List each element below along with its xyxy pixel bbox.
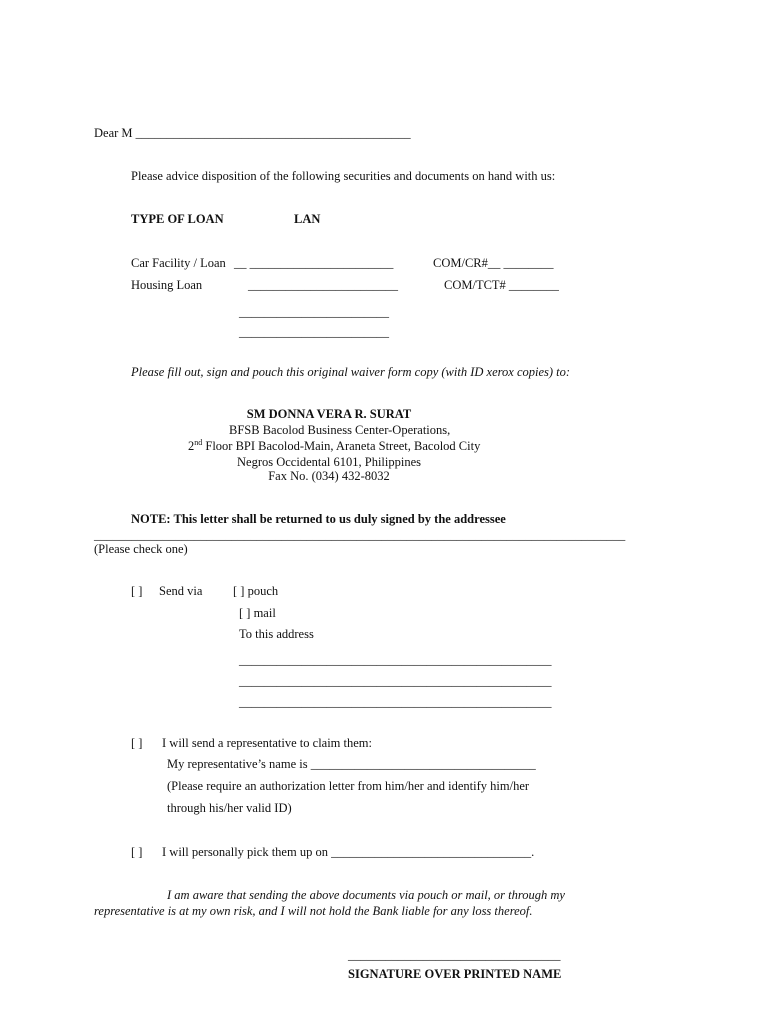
address-blank[interactable]: __________________________________________________: [239, 653, 552, 667]
disclaimer-line-2: representative is at my own risk, and I will not hold the Bank liable for any loss thereof.: [94, 904, 533, 918]
salutation: Dear M ____________________________________________: [94, 126, 411, 140]
pickup-label[interactable]: I will personally pick them up on ________________________________.: [162, 845, 535, 859]
housing-loan-blank: ________________________: [248, 278, 398, 292]
address-line-2: 2nd Floor BPI Bacolod-Main, Araneta Street, Bacolod City: [188, 437, 481, 453]
car-loan-blank: __ _______________________: [234, 256, 394, 270]
car-loan-ref: COM/CR#__ ________: [433, 256, 554, 270]
housing-loan-label: Housing Loan: [131, 278, 203, 292]
representative-checkbox[interactable]: [ ]: [131, 736, 143, 750]
divider-line: _____________________________________________________________________________________: [94, 528, 626, 542]
representative-name-field[interactable]: My representative’s name is ____________________________________: [167, 757, 536, 771]
authorization-note: (Please require an authorization letter from him/her and identify him/her: [167, 779, 530, 793]
extra-loan-blank: ________________________: [239, 325, 389, 339]
instruction-text: Please fill out, sign and pouch this original waiver form copy (with ID xerox copies) to:: [131, 365, 571, 379]
extra-loan-blank: ________________________: [239, 305, 389, 319]
pickup-checkbox[interactable]: [ ]: [131, 845, 143, 859]
pouch-checkbox[interactable]: [ ] pouch: [233, 584, 279, 598]
lan-header: LAN: [294, 212, 321, 226]
address-line-3: Negros Occidental 6101, Philippines: [237, 455, 421, 469]
address-blank[interactable]: __________________________________________________: [239, 695, 552, 709]
addressee-name: SM DONNA VERA R. SURAT: [246, 407, 412, 421]
car-loan-label: Car Facility / Loan: [131, 256, 226, 270]
send-via-checkbox[interactable]: [ ]: [131, 584, 143, 598]
representative-label: I will send a representative to claim them:: [162, 736, 372, 750]
housing-loan-ref: COM/TCT# ________: [444, 278, 559, 292]
intro-text: Please advice disposition of the following securities and documents on hand with us:: [131, 169, 556, 183]
check-one-label: (Please check one): [94, 542, 188, 556]
address-line-1: BFSB Bacolod Business Center-Operations,: [229, 423, 451, 437]
send-via-label: Send via: [159, 584, 203, 598]
fax-number: Fax No. (034) 432-8032: [268, 469, 390, 483]
authorization-note: through his/her valid ID): [167, 801, 292, 815]
signature-line[interactable]: __________________________________: [348, 948, 561, 962]
type-of-loan-header: TYPE OF LOAN: [131, 212, 224, 226]
signature-label: SIGNATURE OVER PRINTED NAME: [348, 967, 562, 981]
disclaimer-line-1: I am aware that sending the above documents via pouch or mail, or through my: [167, 888, 565, 902]
to-address-label: To this address: [239, 627, 314, 641]
return-note: NOTE: This letter shall be returned to us duly signed by the addressee: [131, 512, 506, 526]
mail-checkbox[interactable]: [ ] mail: [239, 606, 276, 620]
address-blank[interactable]: __________________________________________________: [239, 674, 552, 688]
